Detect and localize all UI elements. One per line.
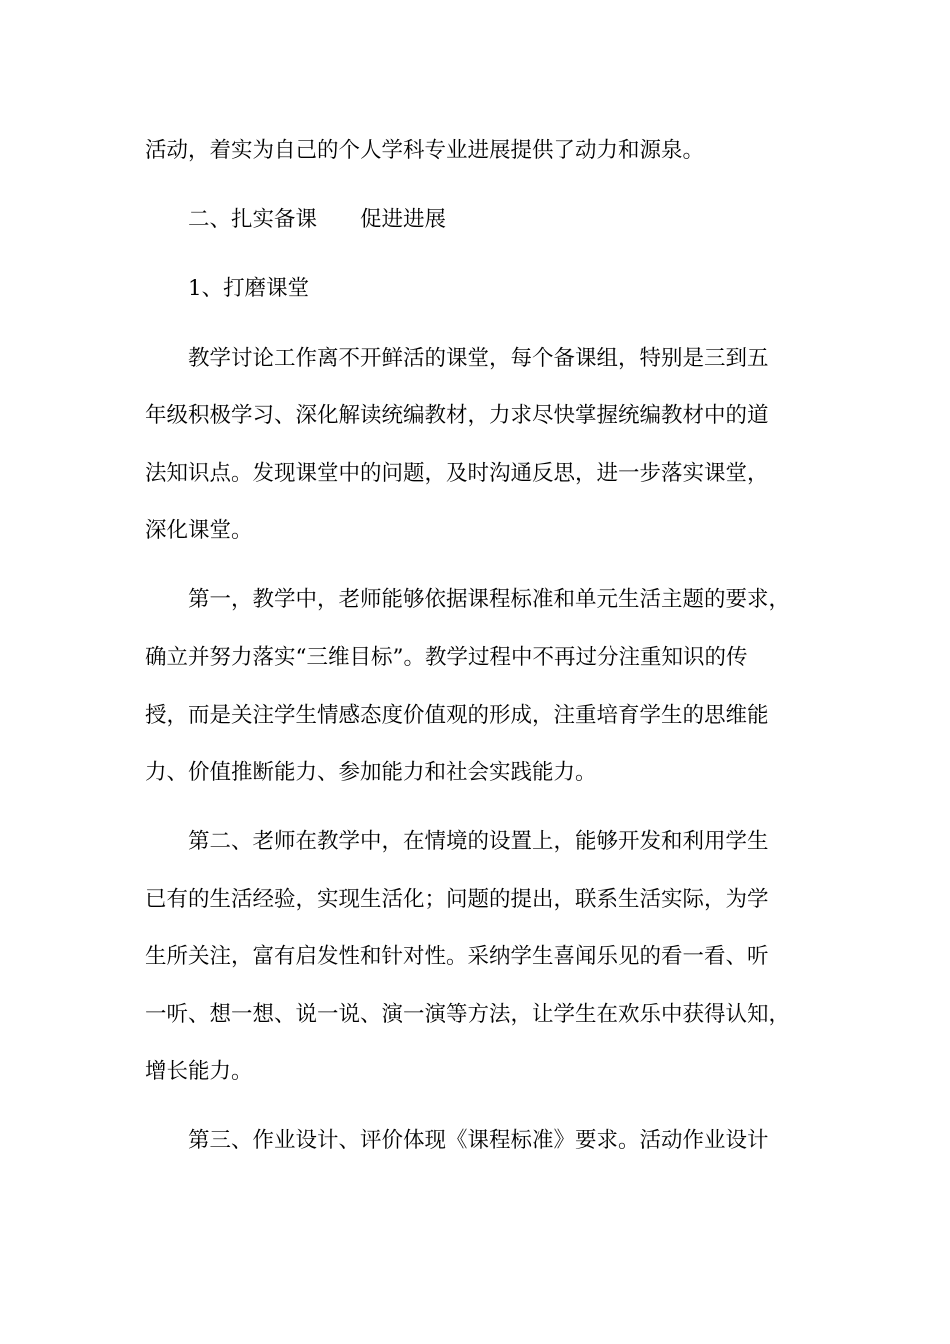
- paragraph-line: 生所关注，富有启发性和针对性。采纳学生喜闻乐见的看一看、听: [145, 944, 769, 969]
- paragraph-line: 一听、想一想、说一说、演一演等方法，让学生在欢乐中获得认知，: [145, 1002, 791, 1027]
- paragraph-line: 力、价值推断能力、参加能力和社会实践能力。: [145, 760, 597, 785]
- paragraph-line: 第一，教学中，老师能够依据课程标准和单元生活主题的要求，: [188, 587, 791, 612]
- paragraph-line: 确立并努力落实“三维目标”。教学过程中不再过分注重知识的传: [145, 645, 748, 670]
- paragraph-line: 增长能力。: [145, 1059, 253, 1084]
- paragraph-line: 第三、作业设计、评价体现《课程标准》要求。活动作业设计: [188, 1128, 769, 1153]
- paragraph-line: 第二、老师在教学中，在情境的设置上，能够开发和利用学生: [188, 829, 769, 854]
- paragraph-line: 已有的生活经验，实现生活化；问题的提出，联系生活实际，为学: [145, 887, 769, 912]
- paragraph-line: 授，而是关注学生情感态度价值观的形成，注重培育学生的思维能: [145, 703, 769, 728]
- paragraph-line: 深化课堂。: [145, 518, 253, 543]
- paragraph-line: 年级积极学习、深化解读统编教材，力求尽快掌握统编教材中的道: [145, 403, 769, 428]
- subsection-heading: 1、打磨课堂: [188, 276, 310, 301]
- section-heading: 二、扎实备课 促进进展: [188, 207, 447, 232]
- paragraph-line: 活动，着实为自己的个人学科专业进展提供了动力和源泉。: [145, 138, 705, 163]
- paragraph-line: 教学讨论工作离不开鲜活的课堂，每个备课组，特别是三到五: [188, 346, 769, 371]
- paragraph-line: 法知识点。发现课堂中的问题，及时沟通反思，进一步落实课堂，: [145, 461, 769, 486]
